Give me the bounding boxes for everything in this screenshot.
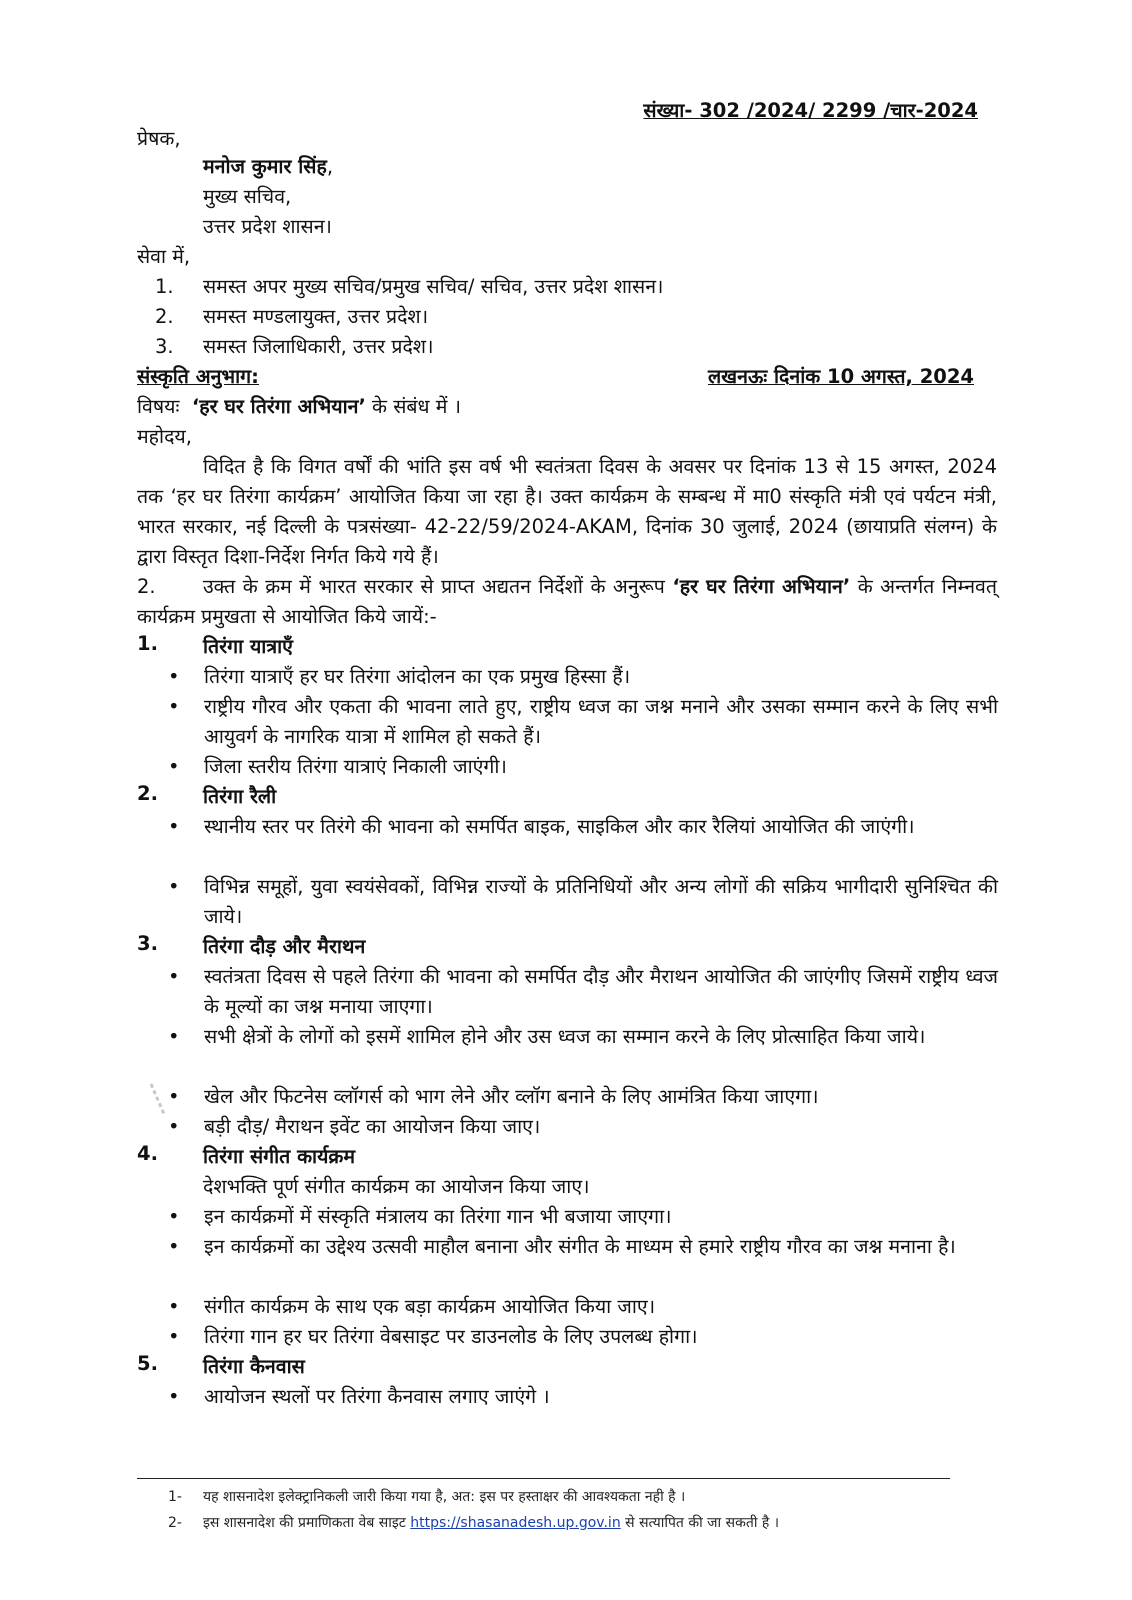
list-item-text: इन कार्यक्रमों में संस्कृति मंत्रालय का तिरंगा गान भी बजाया जाएगा। bbox=[204, 1205, 672, 1228]
bullet-glyph: • bbox=[168, 695, 180, 718]
sender-label: प्रेषक, bbox=[137, 127, 181, 150]
paragraph-2-text-b: के अन्तर्गत निम्नवत् कार्यक्रम प्रमुखता से आयोजित किये जायें:- bbox=[137, 575, 997, 628]
list-item bbox=[168, 1232, 998, 1262]
subject-suffix: के संबंध में । bbox=[365, 395, 461, 418]
list-item-text: स्थानीय स्तर पर तिरंगे की भावना को समर्पित बाइक, साइकिल और कार रैलियां आयोजित की जाएंगी। bbox=[204, 815, 915, 838]
recipient-text: समस्त अपर मुख्य सचिव/प्रमुख सचिव/ सचिव, उत्तर प्रदेश शासन। bbox=[203, 275, 664, 298]
body-paragraph-2 bbox=[137, 572, 997, 632]
sender-name-suffix: , bbox=[326, 155, 334, 178]
bullet-glyph: • bbox=[168, 1295, 180, 1318]
list-item bbox=[168, 872, 998, 932]
section-number: 3. bbox=[137, 932, 158, 955]
list-item bbox=[168, 662, 998, 692]
list-item bbox=[168, 812, 998, 842]
list-item-text: विभिन्न समूहों, युवा स्वयंसेवकों, विभिन्न राज्यों के प्रतिनिधियों और अन्य लोगों की सक्रिय भागीदारी सुनिश्चित की जाये। bbox=[204, 875, 998, 928]
bullet-glyph: • bbox=[168, 1115, 180, 1138]
list-item bbox=[168, 1382, 998, 1412]
list-item-text: इन कार्यक्रमों का उद्देश्य उत्सवी माहौल बनाना और संगीत के माध्यम से हमारे राष्ट्रीय गौरव का जश्न मनाना है। bbox=[204, 1235, 956, 1258]
list-item-text: खेल और फिटनेस व्लॉगर्स को भाग लेने और व्लॉग बनाने के लिए आमंत्रित किया जाएगा। bbox=[204, 1085, 819, 1108]
recipients-label: सेवा में, bbox=[137, 245, 191, 268]
list-item-text: बड़ी दौड़/ मैराथन इवेंट का आयोजन किया जाए। bbox=[204, 1115, 541, 1138]
verification-link[interactable]: https://shasanadesh.up.gov.in bbox=[410, 1515, 621, 1531]
list-item bbox=[168, 1322, 998, 1352]
list-item-text: आयोजन स्थलों पर तिरंगा कैनवास लगाए जाएंगे । bbox=[204, 1385, 550, 1408]
place-date: लखनऊः दिनांक 10 अगस्त, 2024 bbox=[707, 365, 974, 388]
paragraph-2-text-a: उक्त के क्रम में भारत सरकार से प्राप्त अद्यतन निर्देशों के अनुरूप bbox=[203, 575, 673, 598]
list-item-text: संगीत कार्यक्रम के साथ एक बड़ा कार्यक्रम आयोजित किया जाए। bbox=[204, 1295, 656, 1318]
footnote-text bbox=[203, 1513, 779, 1533]
bullet-glyph: • bbox=[168, 1385, 180, 1408]
list-item-text: राष्ट्रीय गौरव और एकता की भावना लाते हुए, राष्ट्रीय ध्वज का जश्न मनाने और उसका सम्मान करने के लिए सभी आयुवर्ग के नागरिक यात्रा में शामिल हो सकते हैं। bbox=[204, 695, 998, 748]
list-item bbox=[168, 1022, 998, 1052]
paragraph-1-text: विदित है कि विगत वर्षों की भांति इस वर्ष भी स्वतंत्रता दिवस के अवसर पर दिनांक 13 से 15 अगस्त, 2024 तक ‘हर घर तिरंगा कार्यक्रम’ आयोजित किया जा रहा है। उक्त कार्यक्रम के सम्बन्ध में मा0 संस्कृति मंत्री एवं पर्यटन मंत्री, भारत सरकार, नई दिल्ली के पत्रसंख्या- 42-22/59/2024-AKAM, दिनांक 30 जुलाई, 2024 (छायाप्रति संलग्न) के द्वारा विस्तृत दिशा-निर्देश निर्गत किये गये हैं। bbox=[137, 455, 997, 568]
section-number: 2. bbox=[137, 782, 158, 805]
bullet-glyph: • bbox=[168, 815, 180, 838]
recipient-num: 1. bbox=[155, 275, 174, 298]
scan-mark bbox=[148, 1080, 170, 1120]
paragraph-2-num: 2. bbox=[137, 575, 156, 598]
paragraph-2-bold: ‘हर घर तिरंगा अभियान’ bbox=[672, 575, 851, 598]
footnote-num: 1- bbox=[168, 1489, 182, 1505]
reference-number: संख्या- 302 /2024/ 2299 /चार-2024 bbox=[643, 99, 978, 122]
list-item bbox=[168, 1112, 998, 1142]
footnote-num: 2- bbox=[168, 1515, 182, 1531]
list-item bbox=[168, 692, 998, 752]
recipient-text: समस्त जिलाधिकारी, उत्तर प्रदेश। bbox=[203, 335, 434, 358]
section-intro: देशभक्ति पूर्ण संगीत कार्यक्रम का आयोजन किया जाए। bbox=[203, 1175, 590, 1198]
list-item bbox=[168, 962, 998, 1022]
section-number: 5. bbox=[137, 1352, 158, 1375]
salutation: महोदय, bbox=[137, 425, 192, 448]
sender-name-line bbox=[203, 152, 333, 182]
recipient-text: समस्त मण्डलायुक्त, उत्तर प्रदेश। bbox=[203, 305, 429, 328]
section-title: तिरंगा रैली bbox=[203, 785, 277, 808]
bullet-glyph: • bbox=[168, 1235, 180, 1258]
bullet-glyph: • bbox=[168, 1025, 180, 1048]
sender-name: मनोज कुमार सिंह bbox=[203, 155, 327, 178]
footnote-divider bbox=[137, 1478, 950, 1479]
section-number: 4. bbox=[137, 1142, 158, 1165]
body-paragraph-1 bbox=[137, 452, 997, 572]
list-item-text: तिरंगा यात्राएँ हर घर तिरंगा आंदोलन का एक प्रमुख हिस्सा हैं। bbox=[204, 665, 631, 688]
recipient-num: 3. bbox=[155, 335, 174, 358]
bullet-glyph: • bbox=[168, 755, 180, 778]
sender-office: उत्तर प्रदेश शासन। bbox=[203, 215, 332, 238]
list-item bbox=[168, 1202, 998, 1232]
bullet-glyph: • bbox=[168, 1325, 180, 1348]
list-item bbox=[168, 1082, 998, 1112]
list-item-text: तिरंगा गान हर घर तिरंगा वेबसाइट पर डाउनलोड के लिए उपलब्ध होगा। bbox=[204, 1325, 698, 1348]
list-item-text: स्वतंत्रता दिवस से पहले तिरंगा की भावना को समर्पित दौड़ और मैराथन आयोजित की जाएंगीए जिसमें राष्ट्रीय ध्वज के मूल्यों का जश्न मनाया जाएगा। bbox=[204, 965, 998, 1018]
list-item-text: जिला स्तरीय तिरंगा यात्राएं निकाली जाएंगी। bbox=[204, 755, 507, 778]
bullet-glyph: • bbox=[168, 875, 180, 898]
footnote-text-a: इस शासनादेश की प्रमाणिकता वेब साइट bbox=[203, 1515, 411, 1531]
footnote-text-b: से सत्यापित की जा सकती है । bbox=[620, 1515, 780, 1531]
section-title: तिरंगा दौड़ और मैराथन bbox=[203, 935, 366, 958]
list-item bbox=[168, 752, 998, 782]
section-name: संस्कृति अनुभाग: bbox=[137, 365, 259, 388]
bullet-glyph: • bbox=[168, 1085, 180, 1108]
bullet-glyph: • bbox=[168, 965, 180, 988]
section-title: तिरंगा कैनवास bbox=[203, 1355, 305, 1378]
section-number: 1. bbox=[137, 632, 158, 655]
bullet-glyph: • bbox=[168, 665, 180, 688]
section-title: तिरंगा संगीत कार्यक्रम bbox=[203, 1145, 356, 1168]
subject-label: विषयः bbox=[137, 395, 180, 418]
footnote-text: यह शासनादेश इलेक्ट्रानिकली जारी किया गया है, अत: इस पर हस्ताक्षर की आवश्यकता नही है । bbox=[203, 1489, 686, 1505]
list-item bbox=[168, 1292, 998, 1322]
bullet-glyph: • bbox=[168, 1205, 180, 1228]
sender-designation: मुख्य सचिव, bbox=[203, 185, 292, 208]
subject-line bbox=[137, 392, 461, 422]
subject-title: ‘हर घर तिरंगा अभियान’ bbox=[191, 395, 366, 418]
recipient-num: 2. bbox=[155, 305, 174, 328]
section-title: तिरंगा यात्राएँ bbox=[203, 635, 293, 658]
list-item-text: सभी क्षेत्रों के लोगों को इसमें शामिल होने और उस ध्वज का सम्मान करने के लिए प्रोत्साहित किया जाये। bbox=[204, 1025, 926, 1048]
